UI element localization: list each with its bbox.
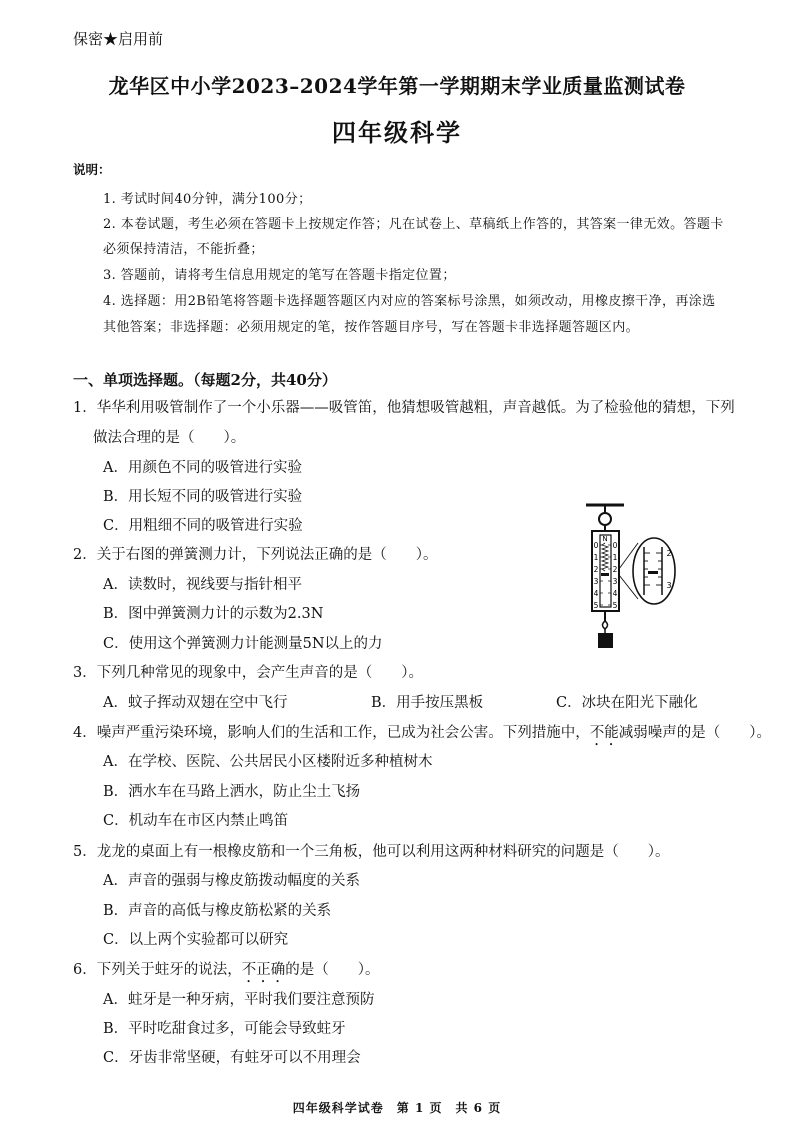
note-item: 2. 本卷试题，考生必须在答题卡上按规定作答；凡在试卷上、草稿纸上作答的，其答案一律无效。答题卡	[103, 217, 724, 232]
question-1-option-a: A．用颜色不同的吸管进行实验	[103, 460, 302, 476]
question-1-option-c: C．用粗细不同的吸管进行实验	[103, 518, 303, 534]
question-6-text: 6．下列关于蛀牙的说法，	[73, 962, 242, 978]
question-3-stem: 3．下列几种常见的现象中，会产生声音的是（ ）。	[73, 665, 423, 681]
question-2-option-b: B．图中弹簧测力计的示数为2.3N	[103, 606, 324, 622]
scale-tick-label: 2	[593, 565, 599, 574]
note-item: 其他答案；非选择题：必须用规定的笔，按作答题目序号，写在答题卡非选择题答题区内。	[103, 320, 640, 335]
bottom-hook	[603, 621, 608, 629]
scale-tick-label: 2	[612, 565, 618, 574]
question-6-text-end: 的是（ ）。	[285, 962, 380, 978]
question-6-option-b: B．平时吃甜食过多，可能会导致蛀牙	[103, 1021, 346, 1037]
magnified-pointer	[648, 571, 658, 574]
zoom-label-bottom: 3	[666, 581, 672, 590]
scale-tick-label: 5	[612, 601, 618, 610]
question-6-stem	[73, 958, 379, 986]
question-5-stem: 5．龙龙的桌面上有一根橡皮筋和一个三角板，他可以利用这两种材料研究的问题是（ ）。	[73, 844, 670, 860]
question-3-option-b: B．用手按压黑板	[371, 695, 484, 711]
question-2-stem: 2．关于右图的弹簧测力计，下列说法正确的是（ ）。	[73, 547, 438, 563]
question-5-option-a: A．声音的强弱与橡皮筋拨动幅度的关系	[103, 873, 360, 889]
scale-tick-label: 3	[593, 577, 599, 586]
confidential-label: 保密★启用前	[73, 30, 164, 48]
exam-subject: 四年级科学	[332, 118, 462, 147]
spring-scale-figure	[572, 503, 684, 653]
question-4-option-c: C．机动车在市区内禁止鸣笛	[103, 813, 289, 829]
question-4-text-end: 减弱噪声的是（ ）。	[618, 725, 771, 741]
note-item: 4. 选择题：用2B铅笔将答题卡选择题答题区内对应的答案标号涂黑，如须改动，用橡皮擦干净，再涂选	[103, 294, 716, 309]
question-2-option-c: C．使用这个弹簧测力计能测量5N以上的力	[103, 636, 383, 652]
scale-tick-label: 1	[612, 553, 618, 562]
scale-tick-label: 1	[593, 553, 599, 562]
scale-tick-label: 3	[612, 577, 618, 586]
question-4-text: 4．噪声严重污染环境，影响人们的生活和工作，已成为社会公害。下列措施中，	[73, 725, 590, 741]
scale-tick-label: 5	[593, 601, 599, 610]
question-6-emphasis: 不正确	[241, 962, 286, 978]
page-footer: 四年级科学试卷 第 1 页 共 6 页	[292, 1101, 502, 1115]
scale-tick-label: 0	[593, 541, 599, 550]
zoom-label-top: 2	[666, 549, 672, 558]
hanging-ring	[599, 513, 611, 525]
question-5-option-b: B．声音的高低与橡皮筋松紧的关系	[103, 903, 332, 919]
unit-label: N	[602, 535, 608, 543]
note-item: 3. 答题前，请将考生信息用规定的笔写在答题卡指定位置；	[103, 268, 456, 283]
question-1-stem-cont: 做法合理的是（ ）。	[93, 430, 246, 446]
scale-tick-label: 4	[612, 589, 618, 598]
question-5-option-c: C．以上两个实验都可以研究	[103, 932, 289, 948]
question-4-option-a: A．在学校、医院、公共居民小区楼附近多种植树木	[103, 754, 433, 770]
weight-block	[598, 633, 613, 648]
exam-title: 龙华区中小学2023–2024学年第一学期期末学业质量监测试卷	[108, 74, 686, 98]
question-1-option-b: B．用长短不同的吸管进行实验	[103, 489, 303, 505]
question-3-option-a: A．蚊子挥动双翅在空中飞行	[103, 695, 288, 711]
note-item: 1. 考试时间40分钟，满分100分；	[103, 192, 312, 207]
pointer	[601, 573, 609, 576]
question-4-option-b: B．洒水车在马路上洒水，防止尘土飞扬	[103, 784, 361, 800]
note-item: 必须保持清洁，不能折叠；	[103, 242, 264, 257]
question-4-emphasis: 不能	[589, 725, 619, 741]
section-heading: 一、单项选择题。（每题2分，共40分）	[73, 371, 337, 389]
question-3-option-c: C．冰块在阳光下融化	[556, 695, 698, 711]
scale-tick-label: 0	[612, 541, 618, 550]
question-6-option-c: C．牙齿非常坚硬，有蛀牙可以不用理会	[103, 1050, 361, 1066]
question-2-option-a: A．读数时，视线要与指针相平	[103, 577, 302, 593]
scale-tick-label: 4	[593, 589, 599, 598]
question-4-stem	[73, 721, 771, 749]
notes-heading: 说明：	[73, 162, 111, 177]
question-1-stem: 1．华华利用吸管制作了一个小乐器——吸管笛，他猜想吸管越粗，声音越低。为了检验他的猜想，下列	[73, 400, 735, 416]
question-6-option-a: A．蛀牙是一种牙病，平时我们要注意预防	[103, 992, 375, 1008]
